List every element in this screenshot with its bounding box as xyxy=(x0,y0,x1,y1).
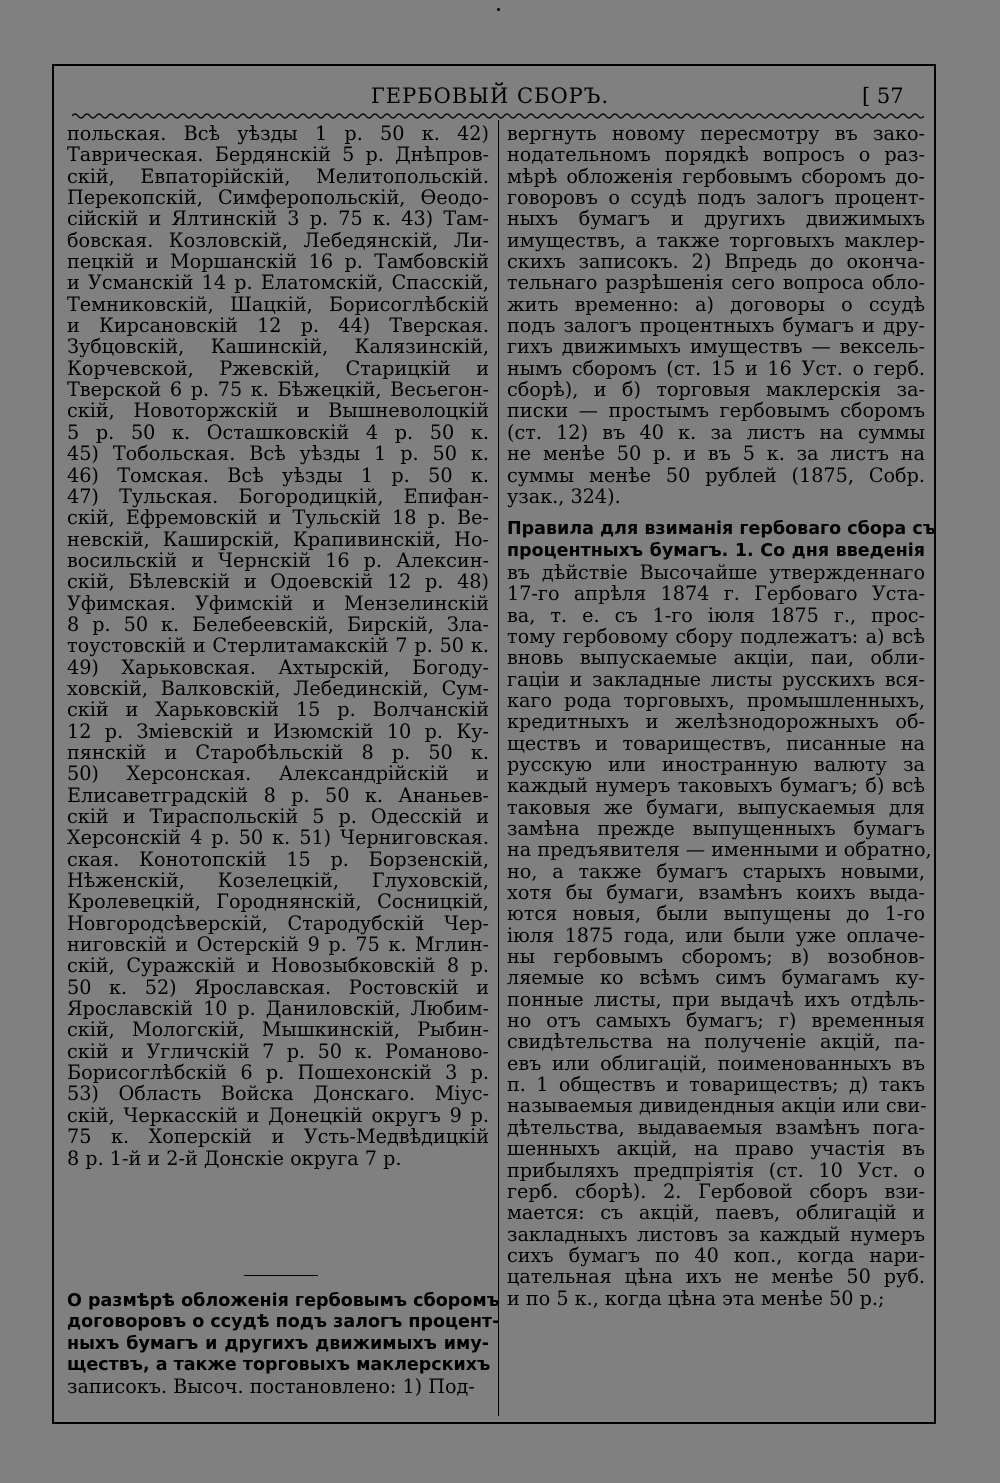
text-line: Правила для взиманія гербоваго сбора съ xyxy=(507,519,936,540)
text-line: называемыя дивидендныя акціи или сви- xyxy=(507,1094,927,1118)
wavy-rule xyxy=(72,112,924,120)
text-line: жить временно: а) договоры о ссудѣ xyxy=(507,292,925,316)
text-line: 5 р. 50 к. Осташковскій 4 р. 50 к. xyxy=(67,420,489,444)
section-separator xyxy=(244,1275,318,1276)
text-line: суммы менѣе 50 рублей (1875, Собр. xyxy=(507,463,925,487)
text-line: замѣна прежде выпущенныхъ бумагъ xyxy=(507,817,925,840)
text-line: невскій, Каширскій, Крапивинскій, Но- xyxy=(67,527,489,551)
text-line: каждый нумеръ таковыхъ бумагъ; б) всѣ xyxy=(507,774,925,798)
text-line: Зубцовскій, Кашинскій, Калязинскій, xyxy=(67,335,489,359)
text-line: нымъ сборомъ (ст. 15 и 16 Уст. о герб. xyxy=(507,356,925,380)
text-line: скихъ записокъ. 2) Впредь до оконча- xyxy=(507,250,925,274)
text-line: не менѣе 50 р. и въ 5 к. за листъ на xyxy=(507,442,925,466)
text-line: скій и Тираспольскій 5 р. Одесскій и xyxy=(67,805,489,828)
text-line: герб. сборѣ). 2. Гербовой сборъ взи- xyxy=(507,1179,925,1203)
text-line: каго рода торговыхъ, промышленныхъ, xyxy=(507,688,925,712)
text-line: имуществъ, а также торговыхъ маклер- xyxy=(507,228,925,252)
text-line: сихъ бумагъ по 40 коп., когда нари- xyxy=(507,1243,925,1267)
spacer xyxy=(507,507,925,519)
left-column-heading-block xyxy=(67,1291,500,1399)
text-line: Перекопскій, Симферопольскій, Ѳеодо- xyxy=(67,186,489,210)
text-line: восильскій и Чернскій 16 р. Алексин- xyxy=(67,548,489,572)
text-line: 45) Тобольская. Всѣ уѣзды 1 р. 50 к. xyxy=(67,442,489,466)
text-line: Новгородсѣверскій, Стародубскій Чер- xyxy=(67,911,489,935)
text-line: 17-го апрѣля 1874 г. Гербоваго Уста- xyxy=(507,582,925,606)
text-line: бовская. Козловскій, Лебедянскій, Ли- xyxy=(67,228,489,252)
text-line: ныхъ бумагъ и другихъ движимыхъ иму- xyxy=(67,1333,489,1354)
text-line: скій, Евпаторійскій, Мелитопольскій. xyxy=(67,164,489,188)
text-line: договоровъ о ссудѣ подъ залогъ процент- xyxy=(67,1312,500,1333)
text-line: гихъ движимыхъ имуществъ — вексель- xyxy=(507,335,925,359)
text-line: п. 1 обществъ и товариществъ; д) такъ xyxy=(507,1073,925,1097)
page-header-title: ГЕРБОВЫЙ СБОРЪ. xyxy=(370,84,610,108)
text-line: сійскій и Ялтинскій 3 р. 75 к. 43) Там- xyxy=(67,207,489,231)
text-line: 12 р. Зміевскій и Изюмскій 10 р. Ку- xyxy=(67,719,489,743)
text-line: прибыляхъ предпріятія (ст. 10 Уст. о xyxy=(507,1158,925,1182)
text-line: и Кирсановскій 12 р. 44) Тверская. xyxy=(67,314,489,338)
text-line: евъ или облигацій, поименованныхъ въ xyxy=(507,1051,925,1075)
stray-dot xyxy=(497,8,500,11)
text-line: 8 р. 1-й и 2-й Донскіе округа 7 р. xyxy=(67,1146,402,1170)
text-line: скій, Черкасскій и Донецкій округъ 9 р. xyxy=(67,1103,489,1127)
text-line: ховскій, Валковскій, Лебединскій, Сум- xyxy=(67,676,489,700)
text-line: и по 5 к., когда цѣна эта менѣе 50 р.; xyxy=(507,1286,885,1310)
right-column xyxy=(507,122,936,1310)
text-line: Борисоглѣбскій 6 р. Пошехонскій 3 р. xyxy=(67,1061,489,1085)
text-line: тому гербовому сбору подлежатъ: а) всѣ xyxy=(507,624,925,648)
text-line: таковыя же бумаги, выпускаемыя для xyxy=(507,795,925,819)
text-line: ществъ, а также торговыхъ маклерскихъ xyxy=(67,1355,491,1376)
text-line: пецкій и Моршанскій 16 р. Тамбовскій xyxy=(67,250,489,274)
text-line: гаціи и закладные листы русскихъ вся- xyxy=(507,667,925,691)
text-line: Таврическая. Бердянскій 5 р. Днѣпров- xyxy=(67,143,489,167)
text-line: мѣрѣ обложенія гербовымъ сборомъ до- xyxy=(507,164,925,188)
text-line: ляемые ко всѣмъ симъ бумагамъ ку- xyxy=(507,966,925,990)
text-line: іюля 1875 года, или были уже оплаче- xyxy=(507,923,925,947)
text-line: скій, Мологскій, Мышкинскій, Рыбин- xyxy=(67,1018,489,1042)
text-line: 47) Тульская. Богородицкій, Епифан- xyxy=(67,484,489,508)
text-line: говоровъ о ссудѣ подъ залогъ процент- xyxy=(507,186,925,210)
text-line: ются новыя, были выпущены до 1-го xyxy=(507,902,925,926)
text-line: Уфимская. Уфимскій и Мензелинскій xyxy=(67,591,489,615)
text-line: въ дѣйствіе Высочайше утвержденнаго xyxy=(507,560,925,584)
text-line: польская. Всѣ уѣзды 1 р. 50 к. 42) xyxy=(67,122,489,145)
text-line: Темниковскій, Шацкій, Борисоглѣбскій xyxy=(67,292,489,316)
text-line: Елисаветградскій 8 р. 50 к. Ананьев- xyxy=(67,783,489,807)
text-line: на предъявителя — именными и обратно, xyxy=(507,838,932,862)
text-line: О размѣрѣ обложенія гербовымъ сборомъ xyxy=(67,1291,500,1311)
column-divider xyxy=(498,120,499,1416)
text-line: понные листы, при выдачѣ ихъ отдѣль- xyxy=(507,987,925,1011)
text-line: закладныхъ листовъ за каждый нумеръ xyxy=(507,1222,925,1246)
text-line: кредитныхъ и желѣзнодорожныхъ об- xyxy=(507,710,925,734)
text-line: 50 к. 52) Ярославская. Ростовскій и xyxy=(67,975,489,999)
text-line: записокъ. Высоч. постановлено: 1) Под- xyxy=(67,1375,475,1399)
text-line: хотя бы бумаги, взамѣнъ коихъ выда- xyxy=(507,881,925,905)
text-line: скій, Ефремовскій и Тульскій 18 р. Be- xyxy=(67,506,489,530)
text-line: тоустовскій и Стерлитамакскій 7 р. 50 к. xyxy=(67,634,489,658)
text-line: скій, Новоторжскій и Вышневолоцкій xyxy=(67,399,489,423)
text-line: Кролевецкій, Городнянскій, Сосницкій, xyxy=(67,890,489,914)
text-line: сборѣ), и б) торговыя маклерскія за- xyxy=(507,378,925,402)
left-column xyxy=(67,123,489,1169)
text-line: свидѣтельства на полученіе акцій, па- xyxy=(507,1030,925,1054)
text-line: ныхъ бумагъ и другихъ движимыхъ xyxy=(507,207,925,231)
text-line: 8 р. 50 к. Белебеевскій, Бирскій, Зла- xyxy=(67,612,489,636)
text-line: но отъ самыхъ бумагъ; г) временныя xyxy=(507,1009,925,1033)
text-line: скій и Харьковскій 15 р. Волчанскій xyxy=(67,698,489,722)
text-line: вергнуть новому пересмотру въ зако- xyxy=(507,122,925,145)
text-line: ва, т. е. съ 1-го іюля 1875 г., прос- xyxy=(507,603,925,627)
text-line: узак., 324). xyxy=(507,484,621,508)
text-line: русскую или иностранную валюту за xyxy=(507,752,925,776)
text-line: скій, Суражскій и Новозыбковскій 8 р. xyxy=(67,954,489,978)
text-line: тельнаго разрѣшенія сего вопроса обло- xyxy=(507,271,925,295)
page-number: [ 57 xyxy=(862,84,904,108)
text-line: Херсонскій 4 р. 50 к. 51) Черниговская. xyxy=(67,826,489,850)
text-line: пянскій и Старобѣльскій 8 р. 50 к. xyxy=(67,740,489,764)
text-line: нодательномъ порядкѣ вопросъ о раз- xyxy=(507,143,925,167)
text-line: Тверской 6 р. 75 к. Бѣжецкій, Весьегон- xyxy=(67,378,489,402)
text-line: Корчевской, Ржевскій, Старицкій и xyxy=(67,356,489,380)
text-line: процентныхъ бумагъ. 1. Со дня введенія xyxy=(507,540,925,561)
text-line: скій, Бѣлевскій и Одоевскій 12 р. 48) xyxy=(67,570,489,594)
text-line: ны гербовымъ сборомъ; в) возобнов- xyxy=(507,945,925,969)
text-line: скій и Угличскій 7 р. 50 к. Романово- xyxy=(67,1039,489,1063)
text-line: дѣтельства, выдаваемыя взамѣнъ пога- xyxy=(507,1115,925,1139)
text-line: и Усманскій 14 р. Елатомскій, Спасскій, xyxy=(67,271,489,295)
text-line: цательная цѣна ихъ не менѣе 50 руб. xyxy=(507,1265,925,1289)
text-line: (ст. 12) въ 40 к. за листъ на суммы xyxy=(507,420,925,444)
text-line: шенныхъ акцій, на право участія въ xyxy=(507,1137,925,1161)
text-line: 50) Херсонская. Александрійскій и xyxy=(67,762,489,786)
text-line: 46) Томская. Всѣ уѣзды 1 р. 50 к. xyxy=(67,463,489,487)
text-line: подъ залогъ процентныхъ бумагъ и дру- xyxy=(507,314,925,338)
text-line: Ярославскій 10 р. Даниловскій, Любим- xyxy=(67,997,489,1021)
text-line: 49) Харьковская. Ахтырскій, Богоду- xyxy=(67,655,489,679)
text-line: мается: съ акцій, паевъ, облигацій и xyxy=(507,1201,925,1225)
text-line: но, а также бумагъ старыхъ новыми, xyxy=(507,859,925,883)
text-line: Нѣженскій, Козелецкій, Глуховскій, xyxy=(67,869,489,893)
text-line: вновь выпускаемые акціи, паи, обли- xyxy=(507,646,925,670)
text-line: ществъ и товариществъ, писанные на xyxy=(507,731,925,755)
text-line: писки — простымъ гербовымъ сборомъ xyxy=(507,399,925,423)
text-line: ская. Конотопскій 15 р. Борзенскій, xyxy=(67,847,489,871)
text-line: ниговскій и Остерскій 9 р. 75 к. Мглин- xyxy=(67,933,489,957)
text-line: 75 к. Хоперскій и Усть-Медвѣдицкій xyxy=(67,1125,489,1149)
text-line: 53) Область Войска Донскаго. Міус- xyxy=(67,1082,489,1106)
